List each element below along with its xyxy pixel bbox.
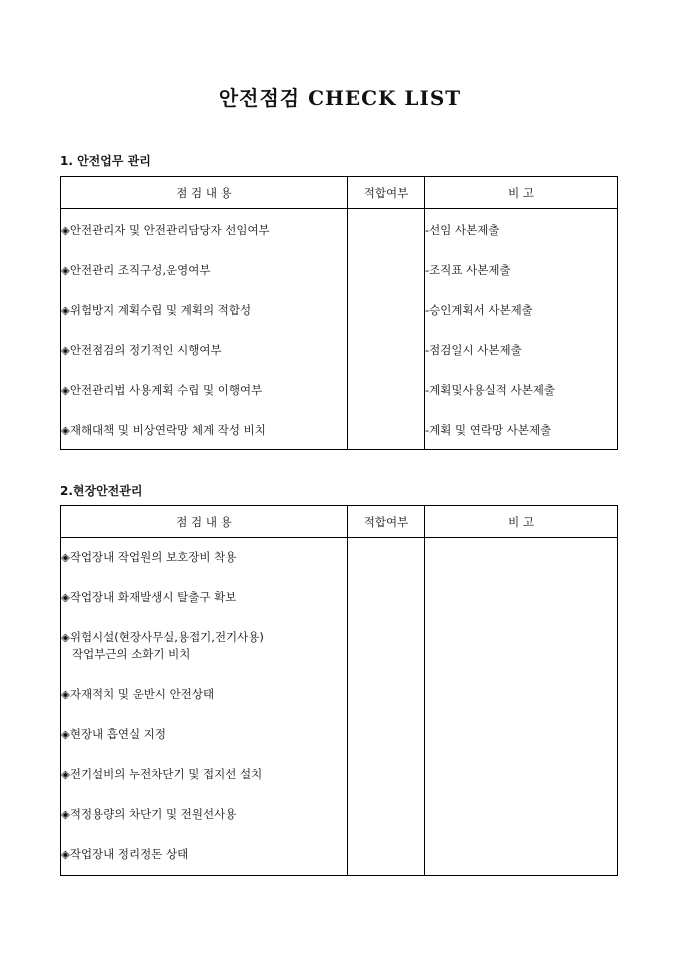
- table-row: [61, 795, 618, 835]
- compliance-cell[interactable]: [348, 369, 425, 409]
- compliance-cell[interactable]: [348, 715, 425, 755]
- header-remarks: 비 고: [425, 177, 618, 209]
- note-cell[interactable]: [425, 538, 618, 579]
- table-row: [61, 578, 618, 618]
- table-row: [61, 209, 618, 250]
- compliance-cell[interactable]: [348, 755, 425, 795]
- note-text: -점검일시 사본제출: [425, 329, 618, 369]
- item-text: ◈안전관리법 사용계획 수립 및 이행여부: [61, 369, 348, 409]
- section-2-table: [60, 505, 618, 876]
- note-cell[interactable]: [425, 578, 618, 618]
- item-text: ◈적정용량의 차단기 및 전원선사용: [61, 795, 348, 835]
- note-text: -조직표 사본제출: [425, 249, 618, 289]
- table-row: [61, 409, 618, 450]
- item-text: ◈자재적치 및 운반시 안전상태: [61, 675, 348, 715]
- item-text: ◈전기설비의 누전차단기 및 접지선 설치: [61, 755, 348, 795]
- compliance-cell[interactable]: [348, 578, 425, 618]
- compliance-cell[interactable]: [348, 329, 425, 369]
- section-2-heading: 2.현장안전관리: [60, 484, 143, 498]
- compliance-cell[interactable]: [348, 675, 425, 715]
- table-header-row: [61, 506, 618, 538]
- table-row: [61, 289, 618, 329]
- compliance-cell[interactable]: [348, 209, 425, 250]
- header-remarks: 비 고: [425, 506, 618, 538]
- item-text-continued: 작업부근의 소화기 비치: [72, 647, 191, 661]
- item-text: ◈안전관리자 및 안전관리담당자 선임여부: [61, 209, 348, 250]
- note-cell[interactable]: [425, 835, 618, 876]
- compliance-cell[interactable]: [348, 835, 425, 876]
- compliance-cell[interactable]: [348, 795, 425, 835]
- table-row: [61, 538, 618, 579]
- note-text: -선임 사본제출: [425, 209, 618, 250]
- item-text: ◈작업장내 작업원의 보호장비 착용: [61, 538, 348, 579]
- compliance-cell[interactable]: [348, 249, 425, 289]
- note-text: -계획및사용실적 사본제출: [425, 369, 618, 409]
- note-cell[interactable]: [425, 618, 618, 675]
- note-cell[interactable]: [425, 755, 618, 795]
- table-row: [61, 618, 618, 675]
- table-row: [61, 369, 618, 409]
- table-row: [61, 675, 618, 715]
- compliance-cell[interactable]: [348, 409, 425, 450]
- header-compliance: 적합여부: [348, 177, 425, 209]
- table-row: [61, 329, 618, 369]
- compliance-cell[interactable]: [348, 289, 425, 329]
- item-text: ◈안전관리 조직구성,운영여부: [61, 249, 348, 289]
- item-text: ◈안전점검의 정기적인 시행여부: [61, 329, 348, 369]
- header-content: 점 검 내 용: [61, 506, 348, 538]
- item-text: ◈현장내 흡연실 지정: [61, 715, 348, 755]
- item-text-multiline: [61, 618, 348, 675]
- table-row: [61, 715, 618, 755]
- item-text: ◈위험시설(현장사무실,용접기,전기사용): [61, 630, 264, 644]
- table-header-row: [61, 177, 618, 209]
- note-cell[interactable]: [425, 715, 618, 755]
- compliance-cell[interactable]: [348, 618, 425, 675]
- table-row: [61, 755, 618, 795]
- section-1-heading: 1. 안전업무 관리: [60, 154, 151, 168]
- item-text: ◈위험방지 계획수립 및 계획의 적합성: [61, 289, 348, 329]
- header-content: 점 검 내 용: [61, 177, 348, 209]
- section-1-table: [60, 176, 618, 450]
- header-compliance: 적합여부: [348, 506, 425, 538]
- note-cell[interactable]: [425, 795, 618, 835]
- note-text: -승인계획서 사본제출: [425, 289, 618, 329]
- item-text: ◈재해대책 및 비상연락망 체계 작성 비치: [61, 409, 348, 450]
- compliance-cell[interactable]: [348, 538, 425, 579]
- page-title: 안전점검 CHECK LIST: [218, 86, 462, 110]
- table-row: [61, 835, 618, 876]
- note-text: -계획 및 연락망 사본제출: [425, 409, 618, 450]
- item-text: ◈작업장내 화재발생시 탈출구 확보: [61, 578, 348, 618]
- note-cell[interactable]: [425, 675, 618, 715]
- table-row: [61, 249, 618, 289]
- item-text: ◈작업장내 정리정돈 상태: [61, 835, 348, 876]
